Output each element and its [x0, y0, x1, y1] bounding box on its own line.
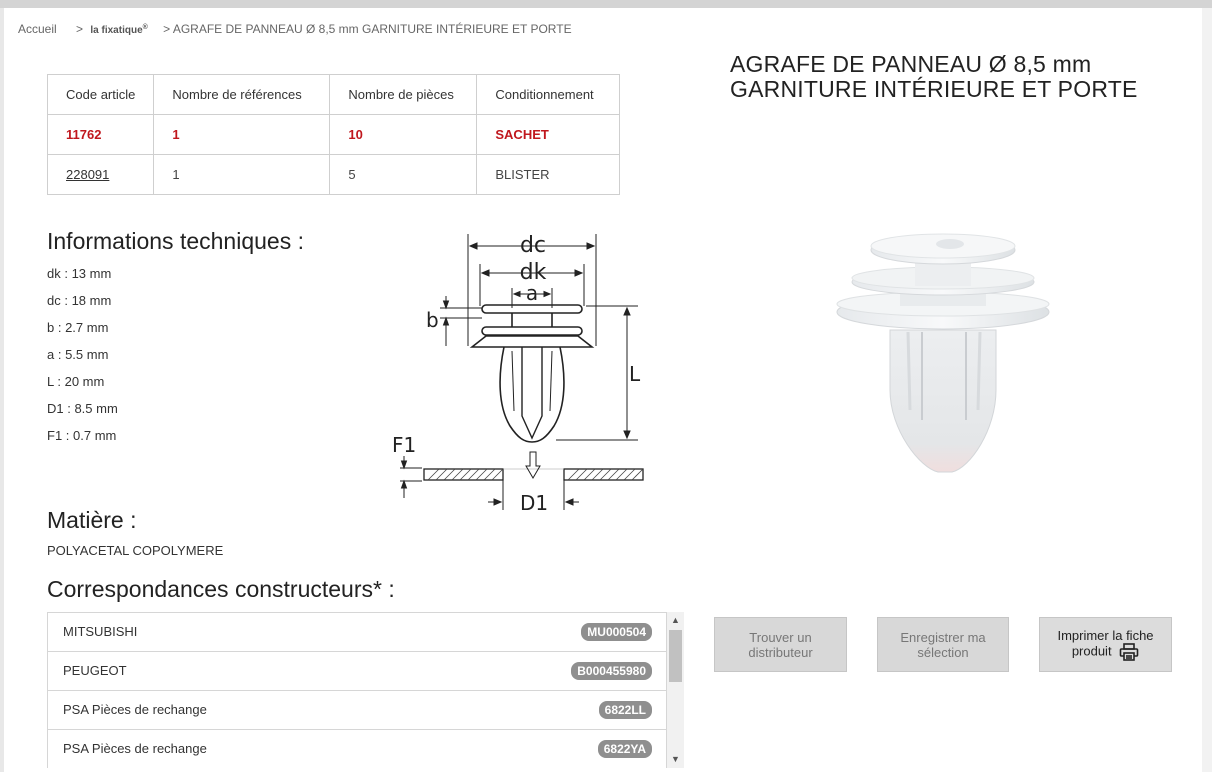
diagram-labels [392, 233, 641, 515]
button-label-row [1072, 643, 1139, 661]
breadcrumb-current: > AGRAFE DE PANNEAU Ø 8,5 mm GARNITURE INTÉRIEURE ET PORTE [163, 22, 572, 36]
spec-item: b : 2.7 mm [47, 320, 109, 335]
material-value: POLYACETAL COPOLYMERE [47, 543, 224, 558]
table-cell: SACHET [477, 115, 620, 155]
reference-table [47, 74, 620, 195]
technical-drawing [386, 226, 648, 516]
table-cell-code [48, 155, 154, 195]
manufacturer-code-badge: B000455980 [571, 662, 652, 680]
product-title-line: GARNITURE INTÉRIEURE ET PORTE [730, 76, 1138, 102]
table-cell-code: 11762 [48, 115, 154, 155]
label-b: b [426, 308, 439, 332]
table-cell: 1 [154, 155, 330, 195]
label-D1: D1 [519, 491, 549, 515]
list-item [48, 730, 666, 768]
table-row[interactable] [48, 115, 620, 155]
spec-item: dc : 18 mm [47, 293, 112, 308]
spec-item: D1 : 8.5 mm [47, 401, 118, 416]
article-code-link[interactable]: 228091 [66, 167, 110, 182]
product-title [730, 52, 1150, 102]
spec-item: F1 : 0.7 mm [47, 428, 117, 443]
spec-list [47, 264, 118, 453]
print-product-sheet-button[interactable] [1039, 617, 1172, 672]
label-F1: F1 [392, 433, 417, 457]
top-bar [0, 0, 1212, 8]
manufacturer-code-badge: 6822LL [599, 701, 652, 719]
correspondances-list [47, 612, 667, 768]
printer-icon [1119, 643, 1139, 661]
button-label: Enregistrer ma [900, 629, 986, 645]
spec-item: dk : 13 mm [47, 266, 112, 281]
manufacturer-name: PSA Pièces de rechange [63, 702, 207, 717]
list-item [48, 652, 666, 691]
breadcrumb-brand-mark: ® [142, 23, 148, 31]
label-dk: dk [519, 260, 547, 285]
chevron-up-icon[interactable]: ▲ [671, 615, 680, 625]
find-distributor-button[interactable] [714, 617, 847, 672]
correspondances-heading: Correspondances constructeurs* : [47, 576, 395, 602]
button-label: produit [1071, 643, 1112, 659]
breadcrumb-brand-label: la fixatique [90, 25, 143, 36]
manufacturer-name: MITSUBISHI [63, 624, 138, 639]
button-label: Imprimer la fiche [1057, 628, 1154, 643]
product-page [4, 8, 1202, 772]
button-label: Trouver un [749, 629, 812, 645]
tech-heading: Informations techniques : [47, 228, 304, 254]
table-cell: BLISTER [477, 155, 620, 195]
button-label: sélection [917, 644, 969, 660]
table-header-row [48, 75, 620, 115]
manufacturer-code-badge: MU000504 [581, 623, 652, 641]
manufacturer-name: PEUGEOT [63, 663, 127, 678]
list-scrollbar[interactable] [667, 612, 684, 768]
manufacturer-code-badge: 6822YA [598, 740, 652, 758]
column-header: Nombre de pièces [330, 75, 477, 115]
table-cell: 5 [330, 155, 477, 195]
manufacturer-name: PSA Pièces de rechange [63, 741, 207, 756]
breadcrumb-brand[interactable] [90, 24, 147, 36]
label-dc: dc [519, 233, 547, 258]
column-header: Code article [48, 75, 154, 115]
spec-item: L : 20 mm [47, 374, 105, 389]
table-cell: 10 [330, 115, 477, 155]
button-label: distributeur [748, 644, 813, 660]
table-row [48, 155, 620, 195]
breadcrumb [18, 22, 572, 36]
label-a: a [525, 281, 539, 305]
column-header: Nombre de références [154, 75, 330, 115]
breadcrumb-separator: > [76, 22, 84, 36]
table-cell: 1 [154, 115, 330, 155]
save-selection-button[interactable] [877, 617, 1009, 672]
page-gutter [1202, 8, 1212, 772]
label-L: L [629, 362, 641, 386]
column-header: Conditionnement [477, 75, 620, 115]
spec-item: a : 5.5 mm [47, 347, 109, 362]
list-item [48, 613, 666, 652]
scrollbar-thumb[interactable] [669, 630, 682, 682]
product-photo [830, 220, 1060, 482]
breadcrumb-home[interactable]: Accueil [18, 22, 57, 36]
clip-body [837, 234, 1049, 472]
product-title-line: AGRAFE DE PANNEAU Ø 8,5 mm [730, 51, 1092, 77]
material-heading: Matière : [47, 507, 137, 533]
chevron-down-icon[interactable]: ▼ [671, 754, 680, 764]
list-item [48, 691, 666, 730]
